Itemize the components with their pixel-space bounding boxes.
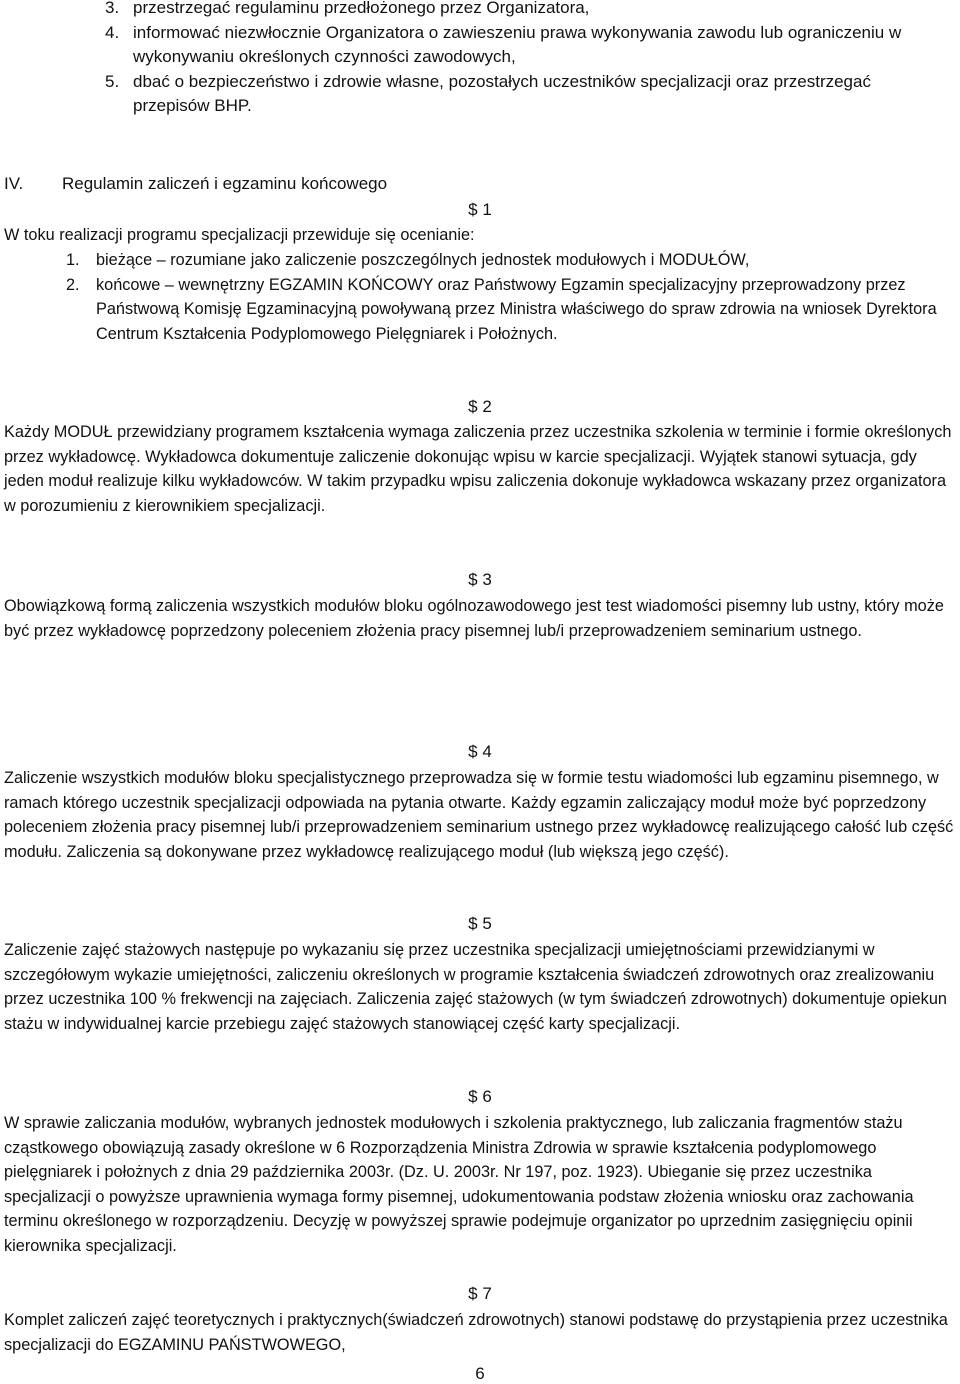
paragraph-2-body (4, 420, 958, 518)
paragraph-1-heading: $ 1 (468, 200, 492, 219)
paragraph-3-heading: $ 3 (468, 570, 492, 589)
paragraph-3-body (4, 594, 958, 643)
paragraph-6-text: W sprawie zaliczania modułów, wybranych jednostek modułowych i szkolenia praktycznego, lub zaliczania fragmentów stażu cząstkowego obowiązują zasady określone w 6 Rozporządzenia Ministra Zdrowia w sprawie kształcenia podyplomowego pielęgniarek i położnych z dnia 29 października 2003r. (Dz. U. 2003r. Nr 197, poz. 1923). Ubieganie się przez uczestnika specjalizacji o powyższe uprawnienia wymaga formy pisemnej, udokumentowania podstaw złożenia wniosku oraz zachowania terminu określonego w rozporządzeniu. Decyzję w powyższej sprawie podejmuje organizator po uprzednim zasięgnięciu opinii kierownika specjalizacji. (4, 1114, 914, 1255)
paragraph-2-text: Każdy MODUŁ przewidziany programem kształcenia wymaga zaliczenia przez uczestnika szkolenia w terminie i formie określonych przez wykładowcę. Wykładowca dokumentuje zaliczenie dokonując wpisu w karcie specjalizacji. Wyjątek stanowi sytuacja, gdy jeden moduł realizuje kilku wykładowców. W takim przypadku wpisu zaliczenia dokonuje wykładowca wskazany przez organizatora w porozumieniu z kierownikiem specjalizacji. (4, 423, 952, 515)
list-number: 2. (66, 275, 80, 294)
paragraph-6-body (4, 1111, 958, 1258)
list-item (66, 273, 956, 347)
paragraph-5-text: Zaliczenie zajęć stażowych następuje po wykazaniu się przez uczestnika specjalizacji umiejętnościami przewidzianymi w szczegółowym wykazie umiejętności, zaliczeniu określonych w programie kształcenia świadczeń zdrowotnych oraz zrealizowaniu przez uczestnika 100 % frekwencji na zajęciach. Zaliczenia zajęć stażowych (w tym świadczeń zdrowotnych) dokumentuje opiekun stażu w indywidualnej karcie przebiegu zajęć stażowych stanowiącej część karty specjalizacji. (4, 941, 947, 1033)
list-text: końcowe – wewnętrzny EGZAMIN KOŃCOWY oraz Państwowy Egzamin specjalizacyjny przeprowadzony przez Państwową Komisję Egzaminacyjną powoływaną przez Ministra właściwego do spraw zdrowia na wniosek Dyrektora Centrum Kształcenia Podyplomowego Pielęgniarek i Położnych. (96, 275, 937, 343)
list-item (105, 0, 945, 21)
obligations-list (105, 0, 945, 119)
page-number: 6 (475, 1364, 485, 1383)
list-number: 3. (105, 0, 120, 17)
paragraph-1-intro (4, 223, 958, 248)
paragraph-1-intro-text: W toku realizacji programu specjalizacji przewiduje się ocenianie: (4, 226, 475, 244)
paragraph-6-heading: $ 6 (468, 1087, 492, 1106)
paragraph-2-heading: $ 2 (468, 397, 492, 416)
list-number: 5. (105, 71, 120, 91)
paragraph-4-heading: $ 4 (468, 742, 492, 761)
paragraph-7-heading: $ 7 (468, 1284, 492, 1303)
list-item (105, 70, 945, 119)
list-text: dbać o bezpieczeństwo i zdrowie własne, pozostałych uczestników specjalizacji oraz przestrzegać przepisów BHP. (133, 71, 871, 115)
paragraph-7-body (4, 1308, 958, 1357)
list-text: bieżące – rozumiane jako zaliczenie poszczególnych jednostek modułowych i MODUŁÓW, (96, 251, 750, 269)
paragraph-4-body (4, 766, 958, 864)
list-text: informować niezwłocznie Organizatora o zawieszeniu prawa wykonywania zawodu lub ograniczeniu w wykonywaniu określonych czynności zawodowych, (133, 22, 902, 66)
list-text: przestrzegać regulaminu przedłożonego przez Organizatora, (133, 0, 590, 17)
assessment-list (66, 248, 956, 346)
paragraph-5-body (4, 938, 958, 1036)
paragraph-3-text: Obowiązkową formą zaliczenia wszystkich modułów bloku ogólnozawodowego jest test wiadomości pisemny lub ustny, który może być przez wykładowcę poprzedzony poleceniem złożenia pracy pisemnej lub/i przeprowadzeniem seminarium ustnego. (4, 597, 944, 640)
paragraph-5-heading: $ 5 (468, 914, 492, 933)
section-number: IV. (4, 174, 24, 193)
list-number: 4. (105, 22, 120, 42)
list-item (105, 21, 945, 70)
paragraph-4-text: Zaliczenie wszystkich modułów bloku specjalistycznego przeprowadza się w formie testu wiadomości lub egzaminu pisemnego, w ramach którego uczestnik specjalizacji odpowiada na pytania otwarte. Każdy egzamin zaliczający moduł może być poprzedzony poleceniem złożenia pracy pisemnej lub/i przeprowadzeniem seminarium ustnego przez wykładowcę realizującego całość lub część modułu. Zaliczenia są dokonywane przez wykładowcę realizującego moduł (lub większą jego część). (4, 769, 954, 861)
list-number: 1. (66, 251, 80, 269)
section-title: Regulamin zaliczeń i egzaminu końcowego (62, 174, 388, 193)
list-item (66, 248, 956, 273)
section-heading (4, 174, 387, 194)
paragraph-7-text: Komplet zaliczeń zajęć teoretycznych i praktycznych(świadczeń zdrowotnych) stanowi podstawę do przystąpienia przez uczestnika specjalizacji do EGZAMINU PAŃSTWOWEGO, (4, 1311, 948, 1354)
